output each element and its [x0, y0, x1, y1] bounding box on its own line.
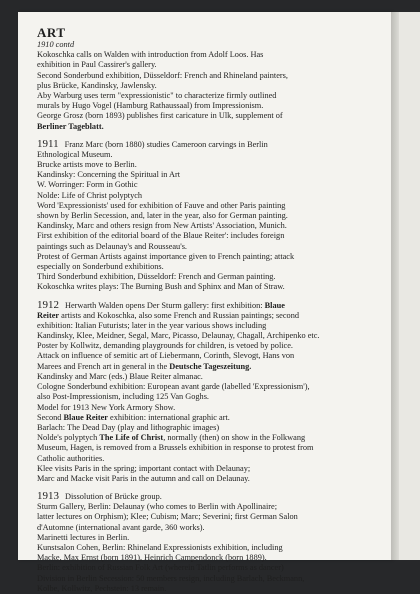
entry-line: Model for 1913 New York Armory Show. [37, 402, 176, 412]
entry-line: Aby Warburg uses term "expressionistic" to characterize firmly outlined [37, 91, 277, 101]
entry-line [37, 122, 382, 132]
entry-line: Sturm Gallery, Berlin: Delaunay (who comes to Berlin with Apollinaire; [37, 502, 278, 512]
entry-line: plus Brücke, Kandinsky, Jawlensky. [37, 80, 157, 90]
newspaper-title: Berliner Tageblatt. [37, 121, 104, 131]
year-continued-label: 1910 contd [37, 40, 75, 49]
entry-line: Kokoschka calls on Walden with introduction from Adolf Loos. Has [37, 50, 264, 60]
year-label: 1912 [37, 298, 59, 311]
entry-line: murals by Hugo Vogel (Hamburg Rathaussaal) from Impressionism. [37, 101, 264, 111]
entry-line: Nolde's polyptych The Life of Christ, normally (then) on show in the Folkwang [37, 433, 306, 443]
entries-1913 [37, 491, 382, 594]
entries-1910 [37, 50, 382, 132]
entry-line: Kolbe, Kollwitz, Pechstein: 13 remain. [37, 583, 167, 593]
year-line-1913 [37, 491, 382, 502]
entry-line: Marees and French art in general in the Deutsche Tageszeitung. [37, 361, 252, 371]
entries-1912 [37, 300, 382, 484]
entry-line: d'Automne (international avant garde, 360 works). [37, 522, 205, 532]
year-line-1912: 1912 Herwarth Walden opens Der Sturm gallery: first exhibition: Blaue [37, 298, 285, 311]
entry-line: exhibition: Italian Futurists; later in the year various shows including [37, 320, 267, 330]
facing-page-edge [399, 12, 420, 560]
entry-line: Franz Marc (born 1880) studies Cameroon carvings in Berlin [64, 139, 268, 149]
entry-line: Second Sonderbund exhibition, Düsseldorf: French and Rhineland painters, [37, 70, 288, 80]
entry-line: Berlin: exhibition of Russian Folk Art (wherein Tatlin performs as dancer) [37, 563, 284, 573]
entry-line: Barlach: The Dead Day (play and lithographic images) [37, 422, 220, 432]
entry-line: Word 'Expressionists' used for exhibition of Fauve and other Paris painting [37, 200, 286, 210]
entry-line: Nolde: Life of Christ polyptych [37, 190, 143, 200]
entry-line: Brucke artists move to Berlin. [37, 160, 137, 170]
entry-line: Kandinsky, Klee, Meidner, Segal, Marc, Picasso, Delaunay, Chagall, Archipenko etc. [37, 331, 320, 341]
year-line-1911 [37, 139, 382, 150]
entry-line: Protest of German Artists against importance given to French painting; attack [37, 251, 295, 261]
entry-line: paintings such as Delaunay's and Rousseau's. [37, 241, 188, 251]
entry-line: especially on Sonderbund exhibitions. [37, 262, 164, 272]
entry-line: Marc and Macke visit Paris in the autumn and call on Delaunay. [37, 473, 250, 483]
entry-line: latter lectures on Orphism); Klee; Cubism; Marc; Severini; first German Salon [37, 512, 298, 522]
entry-line: Kandinsky and Marc (eds.) Blaue Reiter almanac. [37, 371, 203, 381]
entry-line: Macke, Max Ernst (born 1891), Heinrich Campendonck (born 1889). [37, 553, 267, 563]
entry-line: Cologne Sonderbund exhibition: European avant garde (labelled 'Expressionism'), [37, 382, 310, 392]
page-gutter [391, 12, 399, 560]
section-heading: ART [37, 25, 66, 40]
page-content [37, 25, 382, 594]
entry-line: Kandinsky: Concerning the Spiritual in Art [37, 170, 181, 180]
entry-line: Attack on influence of semitic art of Liebermann, Corinth, Slevogt, Hans von [37, 351, 295, 361]
entry-line: shown by Berlin Secession, and, later in the year, also for German painting. [37, 211, 288, 221]
entry-line: Marinetti lectures in Berlin. [37, 532, 130, 542]
entry-line: First exhibition of the editorial board of the Blaue Reiter': includes foreign [37, 231, 285, 241]
entry-line: Second Blaue Reiter exhibition: international graphic art. [37, 412, 230, 422]
year-label: 1911 [37, 137, 59, 150]
entry-line: Kunstsalon Cohen, Berlin: Rhineland Expressionists exhibition, including [37, 542, 283, 552]
entry-line: Third Sonderbund exhibition, Düsseldorf: French and German painting. [37, 272, 276, 282]
entry-line: Dissolution of Brücke group. [65, 492, 162, 502]
entry-line: also Post-Impressionism, including 125 Van Goghs. [37, 392, 210, 402]
entry-line: Kokoschka writes plays: The Burning Bush and Sphinx and Man of Straw. [37, 282, 285, 292]
entry-line: George Grosz (born 1893) publishes first caricature in Ulk, supplement of [37, 111, 283, 121]
year-label: 1913 [37, 490, 59, 503]
entry-line: exhibition in Paul Cassirer's gallery. [37, 60, 157, 70]
entry-line: Kandinsky, Marc and others resign from New Artists' Association, Munich. [37, 221, 287, 231]
entry-line: W. Worringer: Form in Gothic [37, 180, 138, 190]
entry-line: Ethnological Museum. [37, 149, 113, 159]
entries-1911 [37, 139, 382, 293]
entry-line: Poster by Kollwitz, demanding playgrounds for children, is vetoed by police. [37, 341, 294, 351]
entry-line: Klee visits Paris in the spring; important contact with Delaunay; [37, 463, 251, 473]
entry-line: Catholic authorities. [37, 453, 105, 463]
entry-line: Division in Berlin Secession: 50 members resign, including Barlach, Beckmann, [37, 573, 305, 583]
entry-line: Reiter artists and Kokoschka, also some French and Russian paintings; second [37, 310, 299, 320]
entry-line: Museum, Hagen, is removed from a Brussels exhibition in response to protest from [37, 443, 314, 453]
